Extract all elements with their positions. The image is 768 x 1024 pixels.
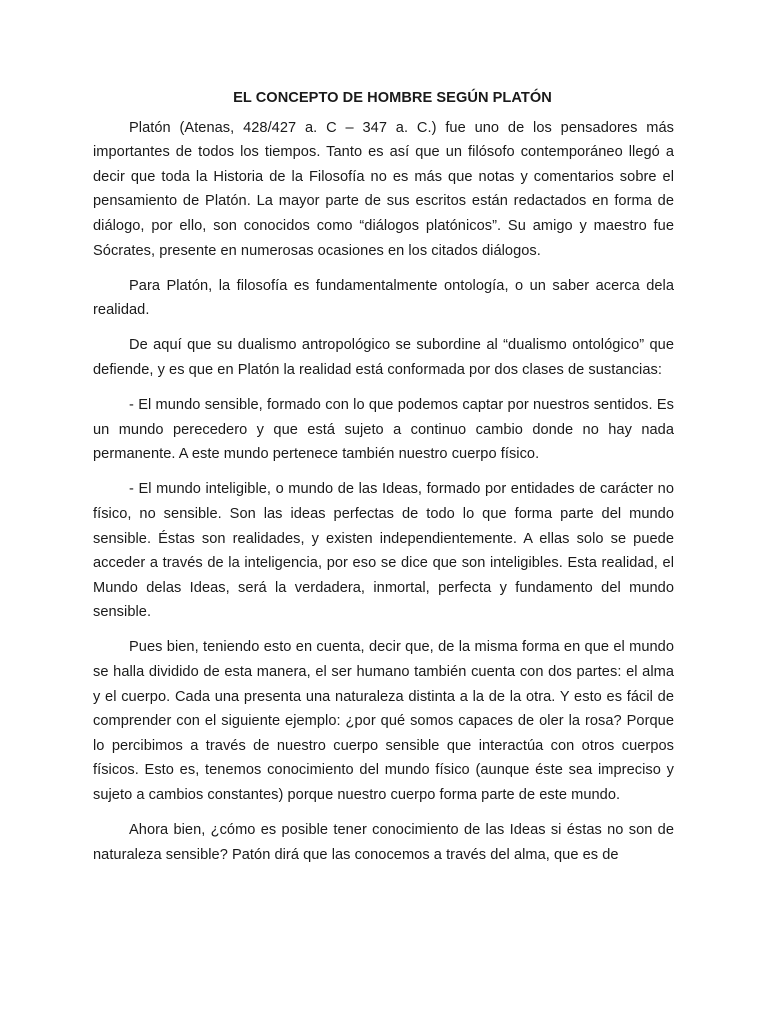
paragraph-soul-body: Pues bien, teniendo esto en cuenta, decir que, de la misma forma en que el mundo se halla dividido de esta manera, el ser humano también cuenta con dos partes: el alma y el cuerpo. Cada una presenta una naturaleza distinta a la de la otra. Y esto es fácil de comprender con el siguiente ejemplo: ¿por qué somos capaces de oler la rosa? Porque lo percibimos a través de nuestro cuerpo sensible que interactúa con otros cuerpos físicos. Esto es, tenemos conocimiento del mundo físico (aunque éste sea impreciso y sujeto a cambios constantes) porque nuestro cuerpo forma parte de este mundo. [93,639,674,803]
paragraph-sensible-world: - El mundo sensible, formado con lo que podemos captar por nuestros sentidos. Es un mundo perecedero y que está sujeto a continuo cambio donde no hay nada permanente. A este mundo pertenece también nuestro cuerpo físico. [93,397,674,463]
paragraph-dualism: De aquí que su dualismo antropológico se subordine al “dualismo ontológico” que defiende, y es que en Platón la realidad está conformada por dos clases de sustancias: [93,337,674,378]
paragraph-ontology: Para Platón, la filosofía es fundamentalmente ontología, o un saber acerca dela realidad. [93,277,674,319]
paragraph-intelligible-world: - El mundo inteligible, o mundo de las Ideas, formado por entidades de carácter no físico, no sensible. Son las ideas perfectas de todo lo que forma parte del mundo sensible. Éstas son realidades, y existen independientemente. A ellas solo se puede acceder a través de la inteligencia, por eso se dice que son inteligibles. Esta realidad, el Mundo delas Ideas, será la verdadera, inmortal, perfecta y fundamento del mundo sensible. [93,481,674,621]
document-page [93,86,674,878]
paragraph-knowledge-ideas: Ahora bien, ¿cómo es posible tener conocimiento de las Ideas si éstas no son de naturaleza sensible? Patón dirá que las conocemos a través del alma, que es de [93,822,674,863]
document-title: EL CONCEPTO DE HOMBRE SEGÚN PLATÓN [233,90,552,106]
paragraph-intro: Platón (Atenas, 428/427 a. C – 347 a. C.) fue uno de los pensadores más importantes de todos los tiempos. Tanto es así que un filósofo contemporáneo llegó a decir que toda la Historia de la Filosofía no es más que notas y comentarios sobre el pensamiento de Platón. La mayor parte de sus escritos están redactados en forma de diálogo, por ello, son conocidos como “diálogos platónicos”. Su amigo y maestro fue Sócrates, presente en numerosas ocasiones en los citados diálogos. [93,119,674,259]
